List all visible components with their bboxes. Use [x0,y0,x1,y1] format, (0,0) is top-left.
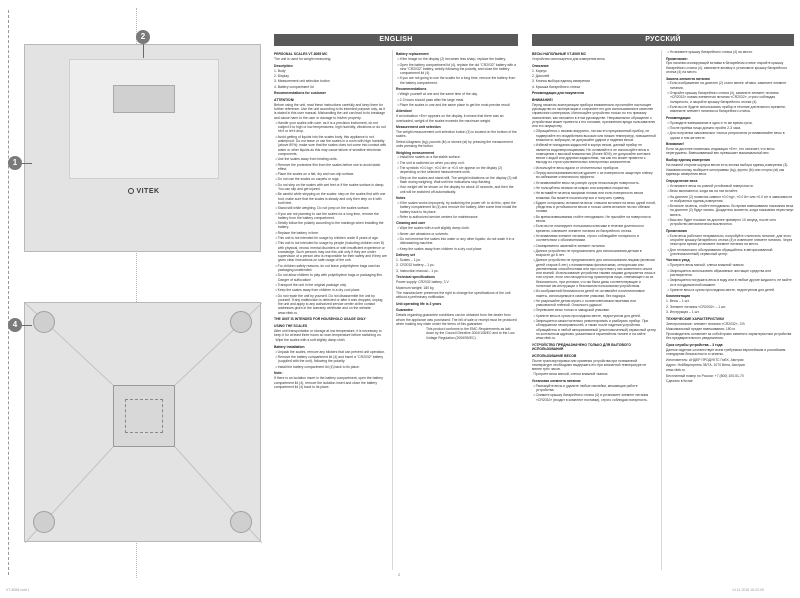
list-item: • The symbols «0.0 kg», «0.0 lb» or «0.0 st» appear on the display (2) depending on the selected measurement units. [397,166,503,175]
list-item: • Устанавливая элемент питания, строго соблюдайте полярность в соответствии с обозначениями. [533,233,639,243]
section-heading: Guarantee [396,308,413,313]
scale-foot [230,511,252,533]
recommendation-list [396,92,518,107]
install-list [274,350,388,369]
section-heading: ТЕХНИЧЕСКИЕ ХАРАКТЕРИСТИКИ [666,316,724,321]
list-item: • Если вы не будете использовать прибор в течение длительного времени, извлеките элемент питания из батарейного отсека. [667,104,786,114]
list-item: • Unpack the scales, remove any stickers that can prevent unit operation. [275,349,386,354]
list-item: • Данное устройство не предназначено для использования лицами (включая детей старше 8 лет) с пониженными физическими, сенсорными или умственными способностями или при отсутствии у них жизненного опыта или знаний. Использование устройства такими лицами допускается лишь в том случае, если они находятся под присмотром лица, отвечающего за их безопасность, при условии, что им были даны соответствующие и понятные им инструкции о безопасном пользовании устройством. [533,258,656,288]
body-paragraph: Адрес: Нойбаугюртель 38/7А, 1070 Вена, Австрия [666,362,745,367]
body-paragraph: Details regarding guarantee conditions can be obtained from the dealer from whom the appliance was purchased. The bill of sale or receipt must be produced when making any claim under the terms of this guarantee. [396,313,517,326]
delivery-list [396,258,518,273]
product-title: ВЕСЫ НАПОЛЬНЫЕ VT-8065 MC [532,52,587,57]
list-item: Wipe the scales with a soft slightly damp cloth. [275,338,346,343]
scale-glass-panel [69,59,219,179]
battery-slot [125,399,163,433]
list-item: • If you are not planning to use the scales for a long time, remove the battery from the battery compartment. [275,211,379,220]
list-item: • For children safety reasons, do not leave polyethylene bags used as packaging unattended. [275,263,380,273]
list-item: • Не вставайте на весы мокрыми ногами или если поверхность весов влажная. Вы можете поскользнуться и получить травму. [533,191,644,200]
section-heading: ВНИМАНИЕ! [532,98,553,103]
list-item: • Храните весы в сухом прохладном месте, недоступном для детей. [667,287,775,292]
diagram-panel [0,0,270,598]
list-item: • Не пользуйтесь весами на коврах или ковровых покрытиях. [533,185,630,190]
column-separator [392,50,393,570]
list-item: • Снимите крышку батарейного отсека (4) и установите элемент питания «CR2032» (входит в комплект поставки), строго соблюдая полярность. [533,393,649,402]
tech-list [396,280,518,290]
callout-leader [22,163,32,164]
list-item: • Если вы не планируете пользоваться весами в течение длительного времени, извлеките элемент питания из батарейного отсека. [533,224,644,233]
section-heading: USING THE SCALES [274,323,308,328]
list-item: • Для получения максимально точных результатов устанавливайте весы в одном и том же месте. [667,131,785,140]
body-paragraph: Сделано в Китае [666,378,693,383]
list-item: • Перед использованием весов удалите с их поверхности защитную плёнку во избежание статического эффекта. [533,171,653,180]
section-heading: Внимание! [666,142,685,147]
section-heading: Cleaning and care [396,221,426,226]
list-item: • Remove the battery compartment lid (4) and insert a "CR2032" battery (supplied with the unit), following the polarity. [275,355,384,364]
notes-list [396,201,518,219]
body-paragraph: При наличии изолирующей вставки в батарейном отсеке откройте крышку батарейного отсека (4), извлеките вставку и установите крышку батарейного отсека (4) на место. [666,61,788,74]
list-item: • Place the scales on a flat, dry and non-slip surface. [275,172,355,177]
list-item: • Do not step on the scales with wet feet or if the scales surface is damp. You can slip and get injured. [275,182,385,192]
body-paragraph: The manufacturer preserves the right to change the specifications of the unit without a preliminary notification. [396,290,511,300]
body-paragraph: На нижней стороне корпуса весов есть кнопка выбора единиц измерения (3). [666,162,789,167]
list-item: • Обращайтесь с весами аккуратно, так как это прецизионный прибор, не подвергайте его воздействию высоких или низких температур, повышенной влажности, вибрации, не допускайте ударов и падения весов. [533,129,656,142]
body-paragraph: Данное изделие соответствует всем требуемым европейским и российским стандартам безопасности и гигиены. [666,347,786,357]
section-heading: УСТРОЙСТВО ПРЕДНАЗНАЧЕНО ТОЛЬКО ДЛЯ БЫТОВОГО ИСПОЛЬЗОВАНИЯ [532,342,631,352]
section-heading: Выбор единиц измерения [666,157,710,162]
list-item: • Храните весы в сухом прохладном месте, недоступном для детей. [533,313,641,318]
list-item: • This unit is not intended for usage by people (including children over 8) with physical, neural, mental disorders or with insufficient experience or knowledge. Such persons may use this unit only if they are under supervision of a person who is responsible for their safety and if they are given clear instructions on safe usage of the unit. [275,241,387,263]
list-item: • Избегайте попадания жидкостей в корпус весов, данный прибор не является водонепроницаемым. Не оставляйте и не используйте весы в помещении с высокой влажностью (более 80%), не допускайте контакта весов с водой или другими жидкостями, так как это может привести к выходу из строя чувствительных электронных компонентов. [533,143,651,165]
list-item: • Запрещается самостоятельно ремонтировать и разбирать прибор. При обнаружении неисправностей, а также после падения устройства обращайтесь в любой авторизованный (уполномоченный) сервисный центр по контактным адресам, указанным в гарантийном талоне и на сайте www.vitek.ru. [533,319,656,341]
body-paragraph: This product conforms to the EMC-Requirements as laid down by the Council Directive 2004/108/EC and to the Low Voltage Regulation (2006/95/EC). [426,327,515,340]
list-item: • Распакуйте весы и удалите любые наклейки, мешающие работе устройства. [533,383,638,393]
section-heading: Срок службы устройства – 3 года [666,343,723,348]
section-heading: Рекомендации для покупателя [532,91,584,96]
list-item: • Во время взвешивания стойте неподвижно. Не прыгайте на поверхности весов. [533,214,651,223]
brand-logo [83,188,205,202]
list-item: • Open the battery compartment lid (4), replace the old "CR2032" battery with a new "CR2032" battery, strictly following the polarity, and close the battery compartment lid (4). [397,62,517,76]
list-item: • Установите весы на ровной устойчивой поверхности. [667,183,754,188]
list-item: Maximum weight: 180 kg [396,285,434,290]
list-item: 1. Весы – 1 шт. [666,299,690,304]
list-item: Протрите весы мягкой, слегка влажной тканью. [533,372,609,377]
callout-leader [22,325,32,326]
callout-2: 2 [136,30,150,44]
delivery-list [666,299,794,314]
list-item: 2. Дисплей [532,74,550,79]
section-heading: Комплектация [666,294,691,299]
scale-diagram [24,44,261,584]
section-heading: Recommendations for customer [274,91,327,96]
list-item: 3. Кнопка выбора единиц измерения [532,79,590,84]
recommendation-list [666,121,794,140]
page-number: 2 [398,572,401,577]
list-item: • This unit is not intended for usage by children under 8 years of age. [275,236,379,241]
list-item: • Do not immerse the scales into water or any other liquids; do not wash it in a dishwashing machine. [397,237,515,246]
file-footer: VT-8065.indd 1 [6,588,30,592]
section-heading: Определение веса [666,179,698,184]
list-item: • Из соображений безопасности детей не оставляйте полиэтиленовые пакеты, используемые в качестве упаковки, без надзора. [533,289,645,298]
install-list [532,384,656,402]
list-item: • Never use abrasives or solvents. [397,231,449,236]
manual-text-area [274,34,794,574]
list-item: • If you are not going to use the scales for a long time, remove the battery from the battery compartment. [397,76,516,85]
list-item: • Проводите взвешивание в одно и то же время суток. [667,120,753,125]
list-item: 4. Battery compartment lid [274,84,314,89]
product-subtitle: The unit is used for weight measuring. [274,57,332,62]
section-heading: Measurement unit selection [396,125,441,130]
body-paragraph: The weight measurement unit selection button (3) is located on the bottom of the scales. [396,130,517,139]
list-item: • Откройте крышку батарейного отсека (4), замените элемент питания «CR2032» новым элементом питания «CR2032», строго соблюдая полярность, и закройте крышку батарейного отсека (4). [667,91,779,104]
list-item: • 2-3 hours should pass after the large meal. [397,97,465,102]
list-item: • Используйте весы вдали от отопительных приборов. [533,165,619,170]
section-heading: ATTENTION! [274,98,295,103]
body-paragraph: Если на дисплее появилась индикация «Err», это означает, что весы перегружены. Взвешиваемый вес превышает максимальный вес. [666,147,775,156]
scale-foot [230,311,252,333]
list-item: • If the image on the display (2) becomes less sharp, replace the battery. [397,57,507,62]
install-list [666,50,794,54]
section-heading: Notes [396,196,406,201]
list-item: • Install the scales on a flat stable surface. [397,155,461,160]
list-item: 2. CR2032 battery – 1 pc. [396,263,435,268]
list-item: • Встаньте на весы, стойте неподвижно. Во время взвешивания показания веса на дисплее (2) будут мигать. Дождитесь момента, когда показания перестанут мигать. [667,204,794,217]
notes-list [666,234,794,256]
list-item: • Your weight will be shown on the display for about 10 seconds, and then the unit will be switched off automatically. [397,185,514,194]
product-subtitle: Устройство используется для измерения веса. [532,57,606,62]
list-item: • Протрите весы мягкой, слегка влажной тканью. [667,263,745,268]
list-item: • Будьте осторожны, вставая на весы: сначала встаньте на весы одной ногой, убедитесь в устойчивости весов и только затем встаньте на них обеими ногами. [533,200,656,214]
list-item: Power supply: CR2032 battery, 3 V [396,280,449,285]
section-heading: Примечание: [666,56,688,61]
section-heading: ИСПОЛЬЗОВАНИЕ ВЕСОВ [532,353,577,358]
list-item: • Wipe the scales with a soft slightly damp cloth. [397,226,470,231]
section-heading: Чистка и уход [666,258,690,263]
safety-list [532,129,656,340]
list-item: • Запрещается погружать весы в воду или в любые другие жидкости, не мойте их в посудомоечной машине. [667,278,792,287]
body-paragraph: Производитель оставляет за собой право изменять характеристики устройства без предварительного уведомления. [666,332,792,341]
body-paragraph: If an indication «Err» appears on the display, it means that there was an overloaded, weight of the scales exceeds the maximum weight. [396,114,504,123]
brand-name: VITEK [136,188,160,195]
section-heading: Замена элемента питания [666,76,710,81]
list-item: • Handle your scales with care, as it is a precision instrument, do not subject it to high or low temperatures, high humidity, vibrations or do not hit it or let it drop. [275,120,386,134]
list-item: • Be careful while stepping on the scales: step on the scales first with one foot, make sure that the scales is steady and only then step on it with both feet. [275,192,386,205]
body-paragraph: Перед началом эксплуатации прибора внимательно прочитайте настоящее руководство по эксплуатации и сохраните его для использования в качестве справочного материала. Используйте устройство только по его прямому назначению, как изложено в этом руководстве. Неправильное обращение с устройством может привести к его поломке, причинению вреда пользователю или его имуществу. [532,102,656,129]
list-item: 3. Instruction manual – 1 pc. [396,268,439,273]
list-item: • Установите крышку батарейного отсека (4) на место. [667,50,753,54]
website-link[interactable]: www.vitek.ru [666,368,686,373]
care-list [666,263,794,292]
list-item: 2. Элемент питания «CR2032» – 1 шт. [666,304,726,309]
section-heading: Рекомендации [666,115,691,120]
list-item: • Weigh yourself at one and the same time of the day. [397,92,478,97]
list-item: • Replace the battery in time. [275,230,319,235]
list-item: • Do not allow children to play with polyethylene bags or packaging film. Danger of suffocation! [275,273,383,282]
section-heading: THE UNIT IS INTENDED FOR HOUSEHOLD USAGE ONLY [274,317,366,322]
section-heading: Battery replacement [396,52,429,57]
list-item: Электропитание: элемент питания «CR2032», 3 В [666,321,745,326]
section-heading: Technical specifications [396,275,435,280]
section-heading: Примечания [666,228,687,233]
section-heading: Описание [532,63,549,68]
russian-column-1 [532,50,656,574]
list-item: • Transport the unit in the original package only. [275,282,347,287]
list-item: • Stand still while weighing. Do not jump on the scales surface. [275,206,370,211]
list-item: • Step on the scales and stand still. The weight indications on the display (2) will flash during weighing. Wait until the indications stop flashing. [397,175,518,184]
list-item: • Do not repair the unit by yourself. Do not disassemble the unit by yourself. If any malfunction is detected or after it was dropped, unplug the unit and apply to any authorized service center at the contact addresses given in the warranty certificate and on the website www.vitek.ru. [275,293,383,315]
list-item: • Use the scales away from heating units. [275,157,338,162]
replace-list [666,81,794,113]
list-item: • Данное устройство не предназначено для использования детьми в возрасте до 8 лет. [533,248,642,258]
list-item: • Install the battery compartment lid (4) back to its place. [275,364,360,369]
list-item: 1. Корпус [532,68,547,73]
list-item: • Для технического обслуживания обращайтесь в авторизованный (уполномоченный) сервисный центр. [667,247,773,256]
section-heading: Note: [274,371,283,376]
tech-list [666,322,794,332]
list-item: • Place the scales in one and the same place to get the most precise result. [397,102,511,107]
english-column-1 [274,50,388,574]
list-item: • If the scales works improperly, try switching the power off: to do this, open the battery compartment lid (4) and remove the battery. After some time install the battery back to its place. [397,201,517,214]
description-list [274,69,388,89]
section-heading: Установка элемента питания [532,379,581,384]
list-item: • Весы включаются, когда вы на них встаёте. [667,189,739,194]
english-column-2 [396,50,518,574]
body-paragraph: Изготовитель: АНДЕР ПРОДУКТС ГмбХ, Австрия [666,357,744,362]
weighing-list [396,155,518,193]
list-item: • The unit is switched on when you step on it. [397,160,466,165]
scale-display [113,85,175,113]
body-paragraph: If there is an isolation insert in the battery compartment, open the battery compartment lid (4), remove the isolation insert and close the battery compartment lid (4) back to its place. [274,376,383,389]
list-item: • Keep the scales away from children in a dry cool place. [275,288,361,293]
body-paragraph: After unit transportation or storage at low temperature, it is necessary to keep it for at least three hours at room temperature before switching on. [274,328,382,338]
safety-list [274,121,388,315]
callout-4: 4 [8,318,22,332]
list-item: • На дисплее (2) появится символ «0.0 kg», «0.0 lb» или «0.0 st» в зависимости от выбранных единиц измерения. [667,194,793,203]
callout-1: 1 [8,156,22,170]
list-item: 3. Measurement unit selection button [274,79,330,84]
list-item: • Своевременно заменяйте элемент питания. [533,243,606,248]
scale-bottom-view [24,302,261,542]
russian-column-2 [666,50,794,574]
body-paragraph: Нажимая кнопку, выберите килограммы (kg), фунты (lb) или стоуны (st) как единицы измерения веса. [666,168,785,177]
list-item: • Avoid getting of liquids into the scales body, this appliance is not waterproof. Do not leave or use the scales in a room with high humidity (above 80%); make sure that the scales does not come into contact with water or other liquids as this may cause failure of sensitive electronic components. [275,134,387,156]
care-list [396,226,518,251]
list-item: • Устанавливайте весы на ровную сухую нескользкую поверхность. [533,180,640,185]
weighing-list [666,184,794,227]
callout-leader [143,44,144,58]
list-item: • Если весы работают неправильно, попробуйте отключить питание, для этого откройте крышку батарейного отсека (4) и извлеките элемент питания. Через некоторое время установите элемент питания на место. [667,233,793,247]
brand-logo-icon [128,188,134,194]
list-item: 3. Инструкция – 1 шт. [666,310,700,315]
date-footer: 14.11.2016 16:22:05 [732,588,764,592]
section-heading: Unit operating life is 3 years [396,301,442,306]
english-banner: ENGLISH [274,34,518,46]
list-item: Максимальный предел взвешивания: 180 кг [666,326,736,331]
list-item: • Ваш вес будет показан на дисплее примерно 10 секунд, после чего устройство автоматически выключится. [667,218,777,227]
replace-list [396,57,518,85]
section-heading: Attention! [396,109,413,114]
list-item: • Remove the protective film from the scales before use to avoid static effect. [275,162,381,171]
scale-foot [33,311,55,333]
list-item: • Strictly follow the polarity according to the markings when installing the battery. [275,221,384,230]
section-heading: Weighing measurement [396,150,435,155]
list-item: • Refer to authorized service centers for maintenance. [397,214,479,219]
column-separator [661,50,662,570]
list-item: 4. Крышка батарейного отсека [532,84,581,89]
list-item: 2. Display [274,74,289,79]
list-item: • После приёма пищи должно пройти 2-3 часа. [667,125,742,130]
russian-banner: РУССКИЙ [532,34,794,46]
list-item: 1. Body [274,68,286,73]
list-item: • Keep the scales away from children in a dry cool place. [397,246,483,251]
description-list [532,69,656,89]
list-item: • Если изображение на дисплее (2) стало менее чётким, замените элемент питания. [667,81,787,90]
list-item: • Не разрешайте детям играть с полиэтиленовыми пакетами или упаковочной плёнкой. Опасность удушья! [533,298,636,308]
body-paragraph: Select kilograms (kg), pounds (lb) or stones (st) by pressing the measurement units pressing the button. [396,139,513,148]
list-item: • Запрещается использовать абразивные чистящие средства или растворители. [667,268,772,277]
section-heading: Recommendations [396,87,427,92]
body-paragraph: Before using the unit, read these instructions carefully and keep them for further reference. Use the unit according to its intended purpose only, as it is stated in this user manual. Mishandling the unit can lead to its breakage and cause harm to the user or damage to his/her property. [274,102,386,120]
section-heading: Battery installation [274,345,305,350]
list-item: • Перевозите весы только в заводской упаковке. [533,308,610,313]
body-paragraph: После транспортировки или хранения устройства при пониженной температуре необходимо выдержать его при комнатной температуре не менее трёх часов. [532,358,647,372]
scale-top-view [24,44,261,252]
body-paragraph: Бесплатный номер по России: +7 (800) 100-51-70 [666,373,744,378]
list-item: • Do not use the scales on carpets or rugs. [275,177,340,182]
section-heading: Description [274,63,293,68]
scale-foot [33,511,55,533]
product-title: PERSONAL SCALES VT-8065 MC [274,52,328,57]
section-heading: Delivery set [396,253,416,258]
list-item: 1. Scales – 1 pc. [396,258,422,263]
